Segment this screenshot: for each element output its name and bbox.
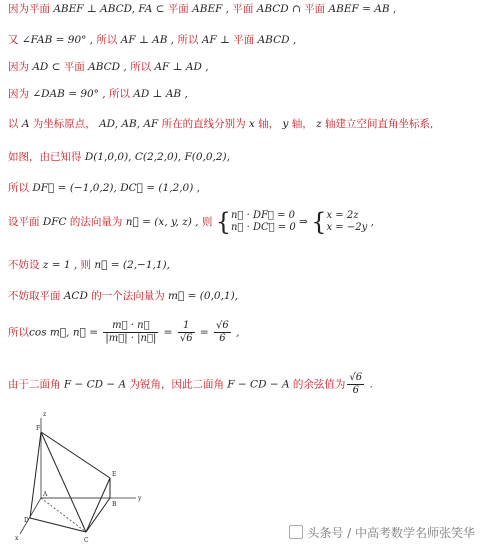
label-d: D [24, 517, 29, 524]
label-e: E [112, 471, 117, 478]
segment: 不妨设 [8, 259, 40, 271]
segment: y [279, 118, 292, 130]
fraction-mn: $\frac{m⃗ \cdot n⃗}{|m⃗| \cdot |n⃗|}$ [105, 320, 157, 344]
equation-system-2: x = 2z x = −2y [326, 210, 368, 233]
segment: AF ⊥ AD , [151, 61, 209, 73]
fraction-sqrt6-6: $\frac{√6}{6}$ [216, 320, 229, 344]
edge-fd [30, 432, 41, 518]
segment: AF ⊥ [198, 34, 234, 46]
segment: 平面 [63, 61, 85, 73]
label-y: y [138, 495, 142, 502]
text-so: 所以 [8, 326, 29, 339]
fraction-1-sqrt6: $\frac{1}{√6}$ [179, 320, 193, 344]
segment: x [245, 118, 259, 130]
segment: AD, AB, AF [95, 118, 162, 130]
segment: 轴建立空间直角坐标系, [325, 118, 434, 130]
proof-line-4 [8, 87, 188, 101]
segment: 因为平面 [8, 3, 50, 15]
segment: A [18, 118, 33, 130]
proof-line-1 [8, 2, 396, 16]
label-f: F [36, 425, 41, 432]
vector-n: n⃗ = (x, y, z) , [122, 216, 202, 228]
segment: 所以 [177, 34, 199, 46]
segment: ABCD , [254, 34, 297, 46]
segment: ABCD ∩ [253, 3, 305, 15]
edge-dc [30, 518, 86, 532]
segment: 平面 [167, 3, 189, 15]
segment: ABEF = AB , [325, 3, 397, 15]
implies-arrow: ⇒ [295, 216, 312, 228]
segment: D(1,0,0), C(2,2,0), F(0,0,2), [81, 151, 230, 163]
segment: 所在的直线分别为 [161, 118, 246, 130]
segment: ∠FAB = 90° , [18, 34, 97, 46]
watermark: 头条号 / 中高考数学名师张笑华 [289, 524, 475, 541]
segment: 的一个法向量为 [91, 290, 165, 302]
label-z: z [43, 411, 47, 418]
segment: 以 [8, 118, 19, 130]
normal-vector-line: 设平面 DFC 的法向量为 n⃗ = (x, y, z) , 则 { n⃗ · DF⃗ = 0 n⃗ · DC⃗ = 0 ⇒ { x = 2z x = −2y , [8, 208, 374, 236]
label-c: C [84, 537, 89, 544]
segment: ACD [60, 290, 92, 302]
segment: 平面 [304, 3, 326, 15]
segment: 如图，由已知得 [8, 151, 82, 163]
segment: 轴， [258, 118, 280, 130]
segment: ABEF , [188, 3, 233, 15]
segment: 所以 [8, 182, 29, 194]
segment: n⃗ = (2,−1,1), [91, 259, 170, 271]
proof-line-6 [8, 150, 230, 164]
segment: 轴， [291, 118, 313, 130]
segment: ∠DAB = 90° , [29, 88, 109, 100]
segment: 为坐标原点， [32, 118, 96, 130]
segment: 所以 [108, 88, 130, 100]
segment: ABEF ⊥ ABCD, FA ⊂ [50, 3, 168, 15]
segment: 因为 [8, 88, 29, 100]
segment: m⃗ = (0,0,1), [164, 290, 239, 302]
proof-line-3 [8, 60, 209, 74]
segment: 平面 [232, 3, 254, 15]
segment: AD ⊥ AB , [129, 88, 188, 100]
label-x: x [15, 535, 19, 542]
segment: 不妨取平面 [8, 290, 61, 302]
edge-ec [86, 478, 110, 532]
segment: DF⃗ = (−1,0,2), DC⃗ = (1,2,0) , [29, 182, 201, 194]
label-a: A [43, 491, 48, 498]
text-then: 则 [201, 216, 213, 228]
text-set-plane: 设平面 [8, 216, 40, 228]
left-brace-2: { [311, 208, 327, 236]
segment: ABCD , [84, 61, 131, 73]
proof-line-8 [8, 258, 170, 272]
proof-line-9 [8, 289, 238, 303]
text-normal-vector: 的法向量为 [69, 216, 123, 228]
cosine-line: 所以cos m⃗, n⃗ = $\frac{m⃗ \cdot n⃗}{|m⃗| \cdot |n⃗|}$ = $\frac{1}{√6}$ = $\frac{√6}{6}$ , [8, 320, 240, 344]
segment: 因为 [8, 61, 29, 73]
segment: 所以 [96, 34, 118, 46]
segment: z = 1 , [39, 259, 81, 271]
segment: AD ⊂ [29, 61, 64, 73]
segment: 平面 [233, 34, 255, 46]
final-answer-line: 由于二面角 F − CD − A 为锐角，因此二面角 F − CD − A 的余弦值为 $\frac{√6}{6}$ . [8, 372, 373, 396]
fraction-answer: $\frac{√6}{6}$ [349, 372, 363, 396]
label-b: B [112, 501, 117, 508]
edge-cb [86, 498, 110, 532]
geometry-figure [6, 404, 156, 546]
plane-dfc: DFC [39, 216, 70, 228]
segment: 又 [8, 34, 19, 46]
cos-expression: cos m⃗, n⃗ = [29, 326, 102, 339]
segment: AF ⊥ AB , [117, 34, 178, 46]
edge-ac [41, 498, 86, 532]
segment: z [312, 118, 326, 130]
proof-line-7 [8, 181, 200, 195]
proof-line-2 [8, 33, 296, 47]
left-brace: { [215, 208, 231, 236]
proof-line-5 [8, 117, 433, 131]
equation-system-1: n⃗ · DF⃗ = 0 n⃗ · DC⃗ = 0 [230, 210, 296, 233]
toutiao-logo-icon [289, 525, 303, 539]
segment: 所以 [130, 61, 152, 73]
segment: 则 [80, 259, 92, 271]
